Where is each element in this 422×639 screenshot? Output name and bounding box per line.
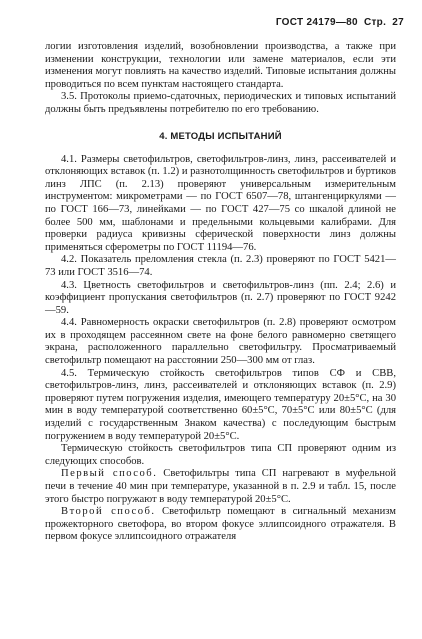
method-2-label: Второй способ. — [61, 506, 156, 518]
paragraph-4-1: 4.1. Размеры светофильтров, светофильтров-линз, линз, рассеивателей и отклоняющих вставок (п. 1.2) и разнотолщинность светофильтров и буртиков линз ЛПС (п. 2.13) проверяют универсальным измерительным инструментом: микрометрами — по ГОСТ 6507—78, штангенциркулями — по ГОСТ 166—73, линейками — по ГОСТ 427—75 со шкалой длиной не более 500 мм, шаблонами и предельными кольцевыми калибрами. Для проверки радиуса кривизны сферической поверхности линз должны применяться сферометры по ГОСТ 11194—76. — [45, 153, 396, 253]
paragraph-4-2: 4.2. Показатель преломления стекла (п. 2.3) проверяют по ГОСТ 5421—73 или ГОСТ 3516—74. — [45, 254, 396, 278]
page-header — [273, 17, 404, 28]
paragraph-3-5: 3.5. Протоколы приемо-сдаточных, периодических и типовых испытаний должны быть предъявлены потребителю по его требованию. — [45, 91, 396, 115]
paragraph-method-1 — [45, 468, 396, 506]
page-number: 27 — [392, 17, 404, 28]
method-1-text: Светофильтры типа СП нагревают в муфельной печи в течение 40 мин при температуре, указанной в п. 2.9 и табл. 15, после этого быстро погружают в воду температурой 20±5°С. — [45, 468, 396, 505]
paragraph-3-4-continuation: логии изготовления изделий, возобновлении производства, а также при изменении конструкции, технологии или замене материалов, если эти изменения могут повлиять на качество изделий. Типовые испытания должны проводиться по всем пунктам настоящего стандарта. — [45, 41, 396, 90]
paragraph-sp-intro: Термическую стойкость светофильтров типа СП проверяют одним из следующих способов. — [45, 443, 396, 467]
section-title: 4. МЕТОДЫ ИСПЫТАНИЙ — [159, 130, 282, 142]
page-label: Стр. — [363, 17, 387, 28]
document-body — [45, 41, 396, 544]
method-1-label: Первый способ. — [61, 468, 158, 480]
method-2-text: Светофильтр помещают в сигнальный механизм прожекторного светофора, во втором фокусе эллипсоидного отражателя. В первом фокусе эллипсоидного отражателя — [45, 506, 396, 543]
paragraph-4-3: 4.3. Цветность светофильтров и светофильтров-линз (пп. 2.4; 2.6) и коэффициент пропускания светофильтров (п. 2.7) проверяют по ГОСТ 9242—59. — [45, 279, 396, 316]
standard-number: ГОСТ 24179—80 — [275, 17, 358, 28]
paragraph-4-5: 4.5. Термическую стойкость светофильтров типов СФ и СВВ, светофильтров-линз, линз, рассеивателей и отклоняющих вставок (п. 2.9) проверяют путем погружения изделия, имеющего температуру 20±5°С, на 30 мин в воду температурой соответственно 60±5°С, 70±5°С или 80±5°С (для изделий с государственным Знаком качества) с последующим быстрым погружением в воду температурой 20±5°С. — [45, 367, 396, 442]
paragraph-4-4: 4.4. Равномерность окраски светофильтров (п. 2.8) проверяют осмотром их в проходящем рассеянном свете на фоне белого равномерно светящего экрана, расположенного параллельно светофильтру. Просматриваемый светофильтр помещают на расстоянии 250—300 мм от глаз. — [45, 317, 396, 367]
paragraph-method-2 — [45, 506, 396, 544]
